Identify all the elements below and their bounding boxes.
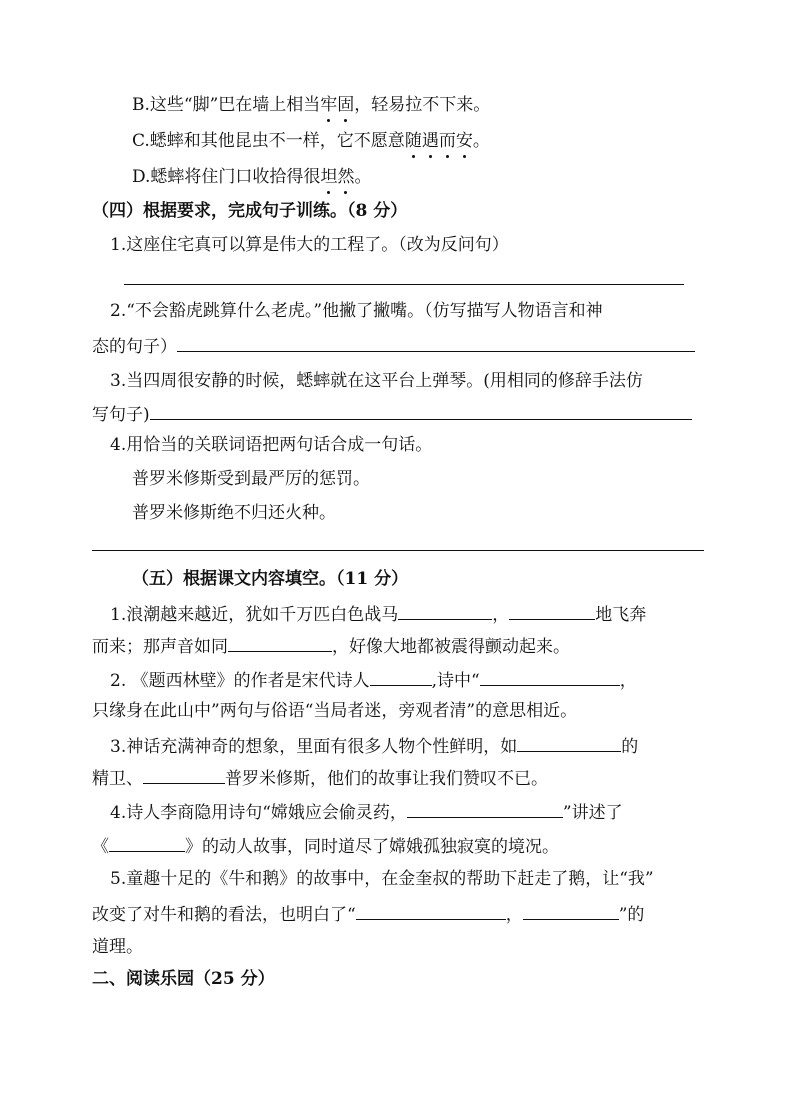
answer-line-q4[interactable] <box>92 550 704 551</box>
section5-heading: （五）根据课文内容填空。（11 分） <box>132 569 409 589</box>
answer-line-q1[interactable] <box>124 284 684 285</box>
option-d: D.蟋蟀将住门口收拾得很坦然。 <box>132 167 372 187</box>
section5-q5-line3: 道理。 <box>92 937 143 957</box>
answer-blank[interactable] <box>150 402 692 420</box>
answer-blank[interactable] <box>228 634 332 652</box>
dotted-char: 固 <box>337 95 355 115</box>
dotted-char: 而 <box>438 131 456 151</box>
answer-blank[interactable] <box>480 668 620 686</box>
answer-blank[interactable] <box>143 766 225 784</box>
section4-q4: 4.用恰当的关联词语把两句话合成一句话。 <box>110 435 433 455</box>
section4-q3-line1: 3.当四周很安静的时候，蟋蟀就在这平台上弹琴。(用相同的修辞手法仿 <box>110 371 643 391</box>
section5-q4-line2: 《 》的动人故事，同时道尽了嫦娥孤独寂寞的境况。 <box>92 834 559 858</box>
section4-q3-line2: 写句子) <box>92 402 692 426</box>
dotted-char: 随 <box>404 131 422 151</box>
answer-blank[interactable] <box>177 334 695 352</box>
section4-q1: 1.这座住宅真可以算是伟大的工程了。（改为反问句） <box>110 235 509 255</box>
section5-q5-line2: 改变了对牛和鹅的看法，也明白了“ ， ”的 <box>92 902 644 926</box>
reading-section-heading: 二、阅读乐园（25 分） <box>92 969 275 989</box>
section5-q1-line2: 而来；那声音如同 ，好像大地都被震得颤动起来。 <box>92 634 570 658</box>
dotted-char: 牢 <box>320 95 338 115</box>
answer-blank[interactable] <box>407 800 563 818</box>
answer-blank[interactable] <box>517 734 621 752</box>
section5-q3-line1: 3.神话充满神奇的想象，里面有很多人物个性鲜明，如 的 <box>110 734 638 758</box>
section5-q2-line2: 只缘身在此山中”两句与俗语“当局者迷，旁观者清”的意思相近。 <box>92 701 578 721</box>
section5-q1-line1: 1.浪潮越来越近，犹如千万匹白色战马 ， 地飞奔 <box>110 602 646 626</box>
section5-q5-line1: 5.童趣十足的《牛和鹅》的故事中，在金奎叔的帮助下赶走了鹅，让“我” <box>110 869 654 889</box>
section4-q4-sentence2: 普罗米修斯绝不归还火种。 <box>132 503 336 523</box>
section5-q2-line1: 2. 《题西林壁》的作者是宋代诗人 ,诗中“ ， <box>110 668 637 692</box>
dotted-char: 然 <box>337 167 355 187</box>
answer-blank[interactable] <box>523 902 619 920</box>
section5-q3-line2: 精卫、 普罗米修斯，他们的故事让我们赞叹不已。 <box>92 766 548 790</box>
dotted-char: 坦 <box>320 167 338 187</box>
section5-q4-line1: 4.诗人李商隐用诗句“嫦娥应会偷灵药， ”讲述了 <box>110 800 623 824</box>
option-c: C.蟋蟀和其他昆虫不一样，它不愿意随遇而安。 <box>132 131 490 151</box>
section4-q2-line1: 2.“不会豁虎跳算什么老虎。”他撇了撇嘴。（仿写描写人物语言和神 <box>110 301 603 321</box>
answer-blank[interactable] <box>356 902 506 920</box>
dotted-char: 安 <box>455 131 473 151</box>
section4-q4-sentence1: 普罗米修斯受到最严厉的惩罚。 <box>132 469 370 489</box>
section4-heading: （四）根据要求，完成句子训练。（8 分） <box>92 201 408 221</box>
answer-blank[interactable] <box>370 668 432 686</box>
dotted-char: 遇 <box>421 131 439 151</box>
answer-blank[interactable] <box>509 602 595 620</box>
answer-blank[interactable] <box>109 834 185 852</box>
section4-q2-line2: 态的句子） <box>92 334 695 358</box>
answer-blank[interactable] <box>398 602 492 620</box>
option-b: B.这些“脚”巴在墙上相当牢固，轻易拉不下来。 <box>132 95 491 115</box>
